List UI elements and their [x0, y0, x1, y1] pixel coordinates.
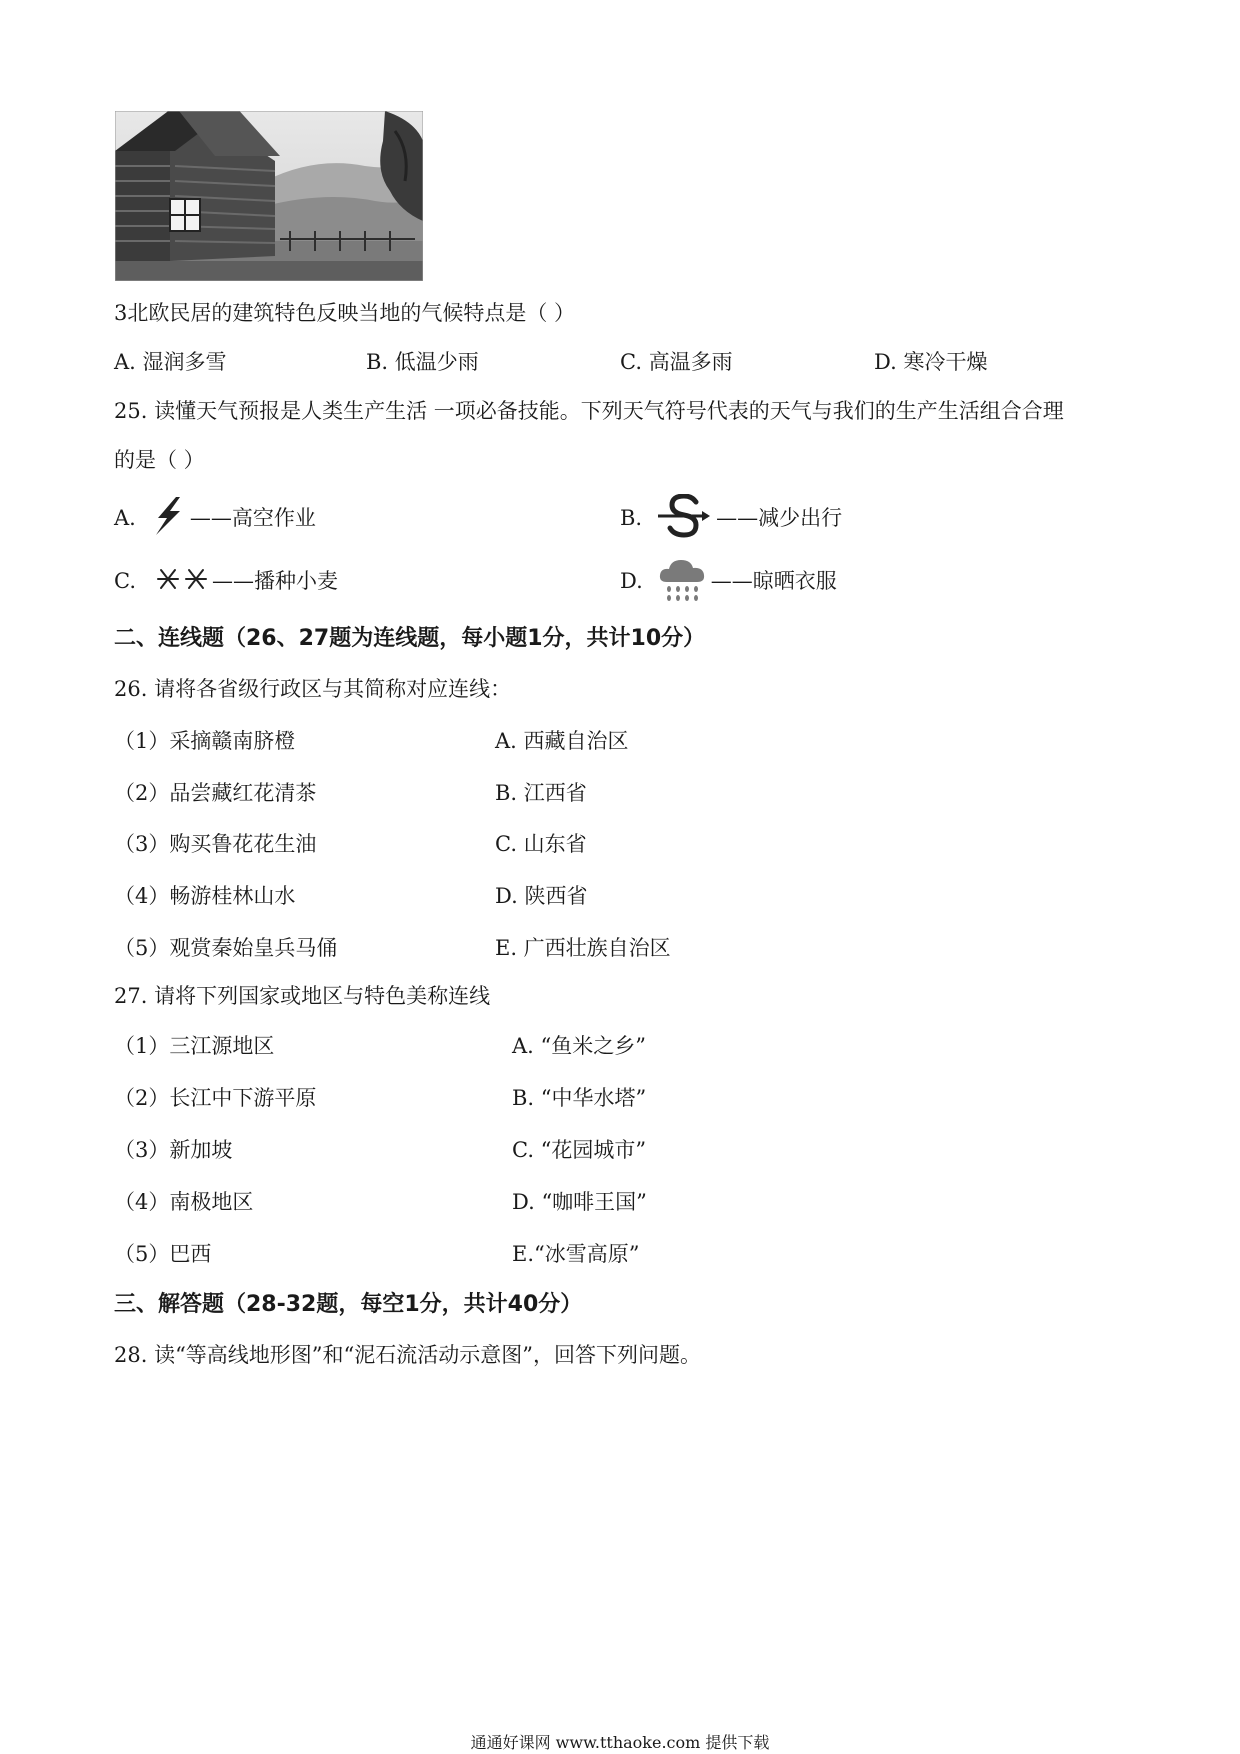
- q27-left-item[interactable]: （2）长江中下游平原: [114, 1086, 317, 1110]
- rain-cloud-icon: [657, 554, 707, 608]
- q27-right-item[interactable]: A. “鱼米之乡”: [512, 1034, 646, 1058]
- q26-left-item[interactable]: （4）畅游桂林山水: [114, 884, 296, 908]
- q27-right-item[interactable]: E.“冰雪高原”: [512, 1242, 640, 1266]
- lightning-icon: [150, 496, 186, 540]
- option-text: 湿润多雪: [142, 350, 227, 374]
- q27-left-item[interactable]: （5）巴西: [114, 1242, 212, 1266]
- option-text: ——播种小麦: [212, 568, 338, 593]
- q24-option-a[interactable]: [114, 352, 227, 373]
- q24-option-c[interactable]: [620, 352, 733, 373]
- q27-left-item[interactable]: （1）三江源地区: [114, 1034, 275, 1058]
- q26-right-item[interactable]: D. 陕西省: [495, 884, 588, 908]
- q27-right-item[interactable]: D. “咖啡王国”: [512, 1190, 647, 1214]
- q25-stem-line2: 的是（ ）: [114, 448, 205, 472]
- page-footer: 通通好课网 www.tthaoke.com 提供下载: [470, 1733, 770, 1752]
- q26-left-item[interactable]: （1）采摘赣南脐橙: [114, 729, 296, 753]
- q25-option-b[interactable]: [620, 496, 842, 540]
- q27-right-item[interactable]: B. “中华水塔”: [512, 1086, 647, 1110]
- q26-left-item[interactable]: （2）品尝藏红花清茶: [114, 781, 317, 805]
- option-text: ——高空作业: [189, 505, 316, 530]
- log-house-photo: [115, 111, 423, 281]
- option-letter: C.: [620, 350, 642, 374]
- option-letter: A.: [114, 350, 136, 374]
- option-letter: D.: [620, 568, 643, 593]
- q28-stem: 28. 读“等高线地形图”和“泥石流活动示意图”，回答下列问题。: [114, 1343, 702, 1367]
- q25-stem-line1: 25. 读懂天气预报是人类生产生活 一项必备技能。下列天气符号代表的天气与我们的生产生活组合合理: [114, 399, 1064, 423]
- snow-icon: [156, 567, 208, 595]
- option-text: ——晾晒衣服: [710, 568, 837, 593]
- q27-stem: 27. 请将下列国家或地区与特色美称连线: [114, 984, 491, 1008]
- option-text: 寒冷干燥: [903, 350, 988, 374]
- option-text: 低温少雨: [394, 350, 479, 374]
- q26-right-item[interactable]: E. 广西壮族自治区: [495, 936, 671, 960]
- q27-left-item[interactable]: （4）南极地区: [114, 1190, 254, 1214]
- q27-left-item[interactable]: （3）新加坡: [114, 1138, 233, 1162]
- q26-left-item[interactable]: （5）观赏秦始皇兵马俑: [114, 936, 338, 960]
- option-text: 高温多雨: [648, 350, 733, 374]
- section2-title: 二、连线题（26、27题为连线题，每小题1分，共计10分）: [114, 626, 706, 651]
- q25-option-a[interactable]: [114, 500, 316, 536]
- option-letter: B.: [620, 505, 643, 530]
- option-letter: A.: [114, 505, 136, 530]
- q24-stem: 3北欧民居的建筑特色反映当地的气候特点是（ ）: [114, 301, 576, 325]
- q26-right-item[interactable]: A. 西藏自治区: [495, 729, 629, 753]
- option-letter: C.: [114, 568, 136, 593]
- q26-right-item[interactable]: B. 江西省: [495, 781, 587, 805]
- q24-option-d[interactable]: [874, 352, 987, 373]
- q26-left-item[interactable]: （3）购买鲁花花生油: [114, 832, 317, 856]
- q24-option-b[interactable]: [366, 352, 479, 373]
- sandstorm-icon: [656, 494, 712, 542]
- q25-option-c[interactable]: [114, 566, 338, 596]
- section3-title: 三、解答题（28-32题，每空1分，共计40分）: [114, 1292, 583, 1317]
- q25-option-d[interactable]: [620, 556, 837, 606]
- option-letter: B.: [366, 350, 389, 374]
- q26-stem: 26. 请将各省级行政区与其简称对应连线：: [114, 677, 512, 701]
- option-text: ——减少出行: [716, 505, 843, 530]
- q27-right-item[interactable]: C. “花园城市”: [512, 1138, 647, 1162]
- option-letter: D.: [874, 350, 897, 374]
- q26-right-item[interactable]: C. 山东省: [495, 832, 587, 856]
